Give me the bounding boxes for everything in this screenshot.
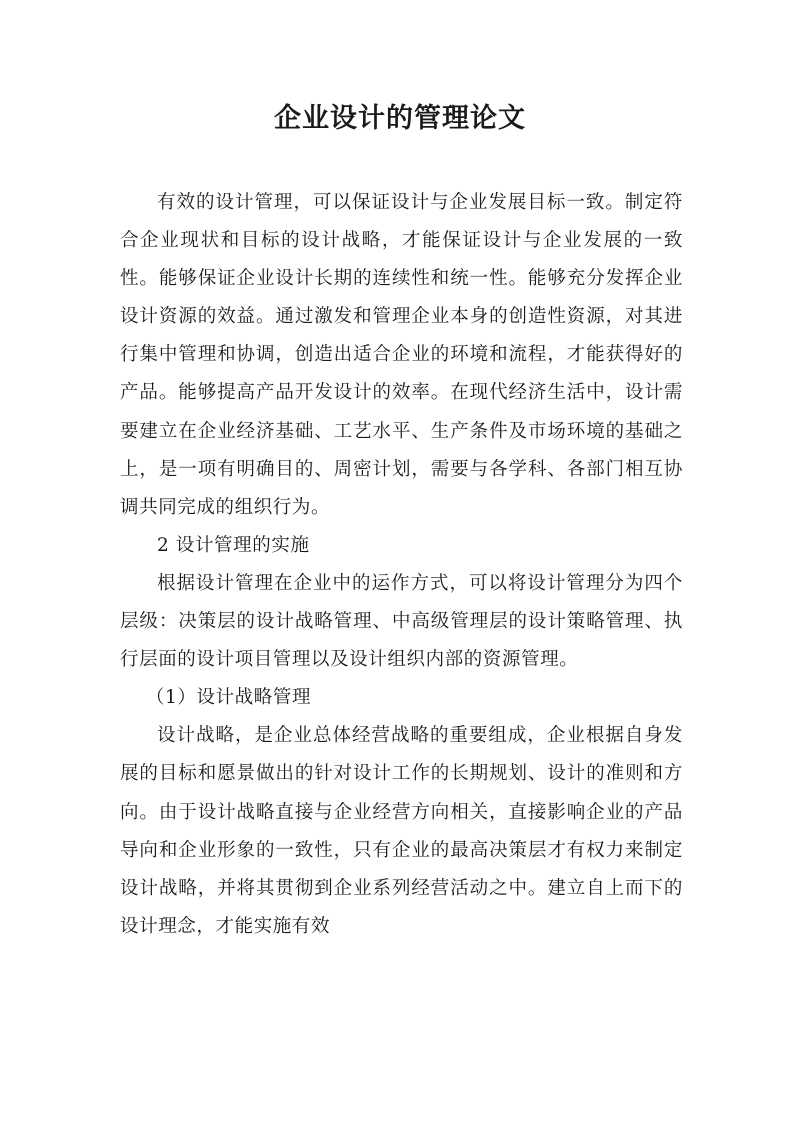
document-body — [120, 184, 683, 946]
section-heading-implementation: 2 设计管理的实施 — [157, 534, 310, 556]
document-title: 企业设计的管理论文 — [274, 103, 526, 134]
paragraph-four-levels: 根据设计管理在企业中的运作方式，可以将设计管理分为四个层级：决策层的设计战略管理、中高级管理层的设计策略管理、执行层面的设计项目管理以及设计组织内部的资源管理。 — [120, 572, 683, 671]
paragraph-design-strategy: 设计战略，是企业总体经营战略的重要组成，企业根据自身发展的目标和愿景做出的针对设计工作的长期规划、设计的准则和方向。由于设计战略直接与企业经营方向相关，直接影响企业的产品导向和企业形象的一致性，只有企业的最高决策层才有权力来制定设计战略，并将其贯彻到企业系列经营活动之中。建立自上而下的设计理念，才能实施有效 — [120, 725, 683, 937]
subsection-heading-strategy: （1）设计战略管理 — [145, 687, 312, 709]
paragraph-design-management-benefits: 有效的设计管理，可以保证设计与企业发展目标一致。制定符合企业现状和目标的设计战略，才能保证设计与企业发展的一致性。能够保证企业设计长期的连续性和统一性。能够充分发挥企业设计资源的效益。通过激发和管理企业本身的创造性资源，对其进行集中管理和协调，创造出适合企业的环境和流程，才能获得好的产品。能够提高产品开发设计的效率。在现代经济生活中，设计需要建立在企业经济基础、工艺水平、生产条件及市场环境的基础之上，是一项有明确目的、周密计划，需要与各学科、各部门相互协调共同完成的组织行为。 — [120, 192, 683, 518]
